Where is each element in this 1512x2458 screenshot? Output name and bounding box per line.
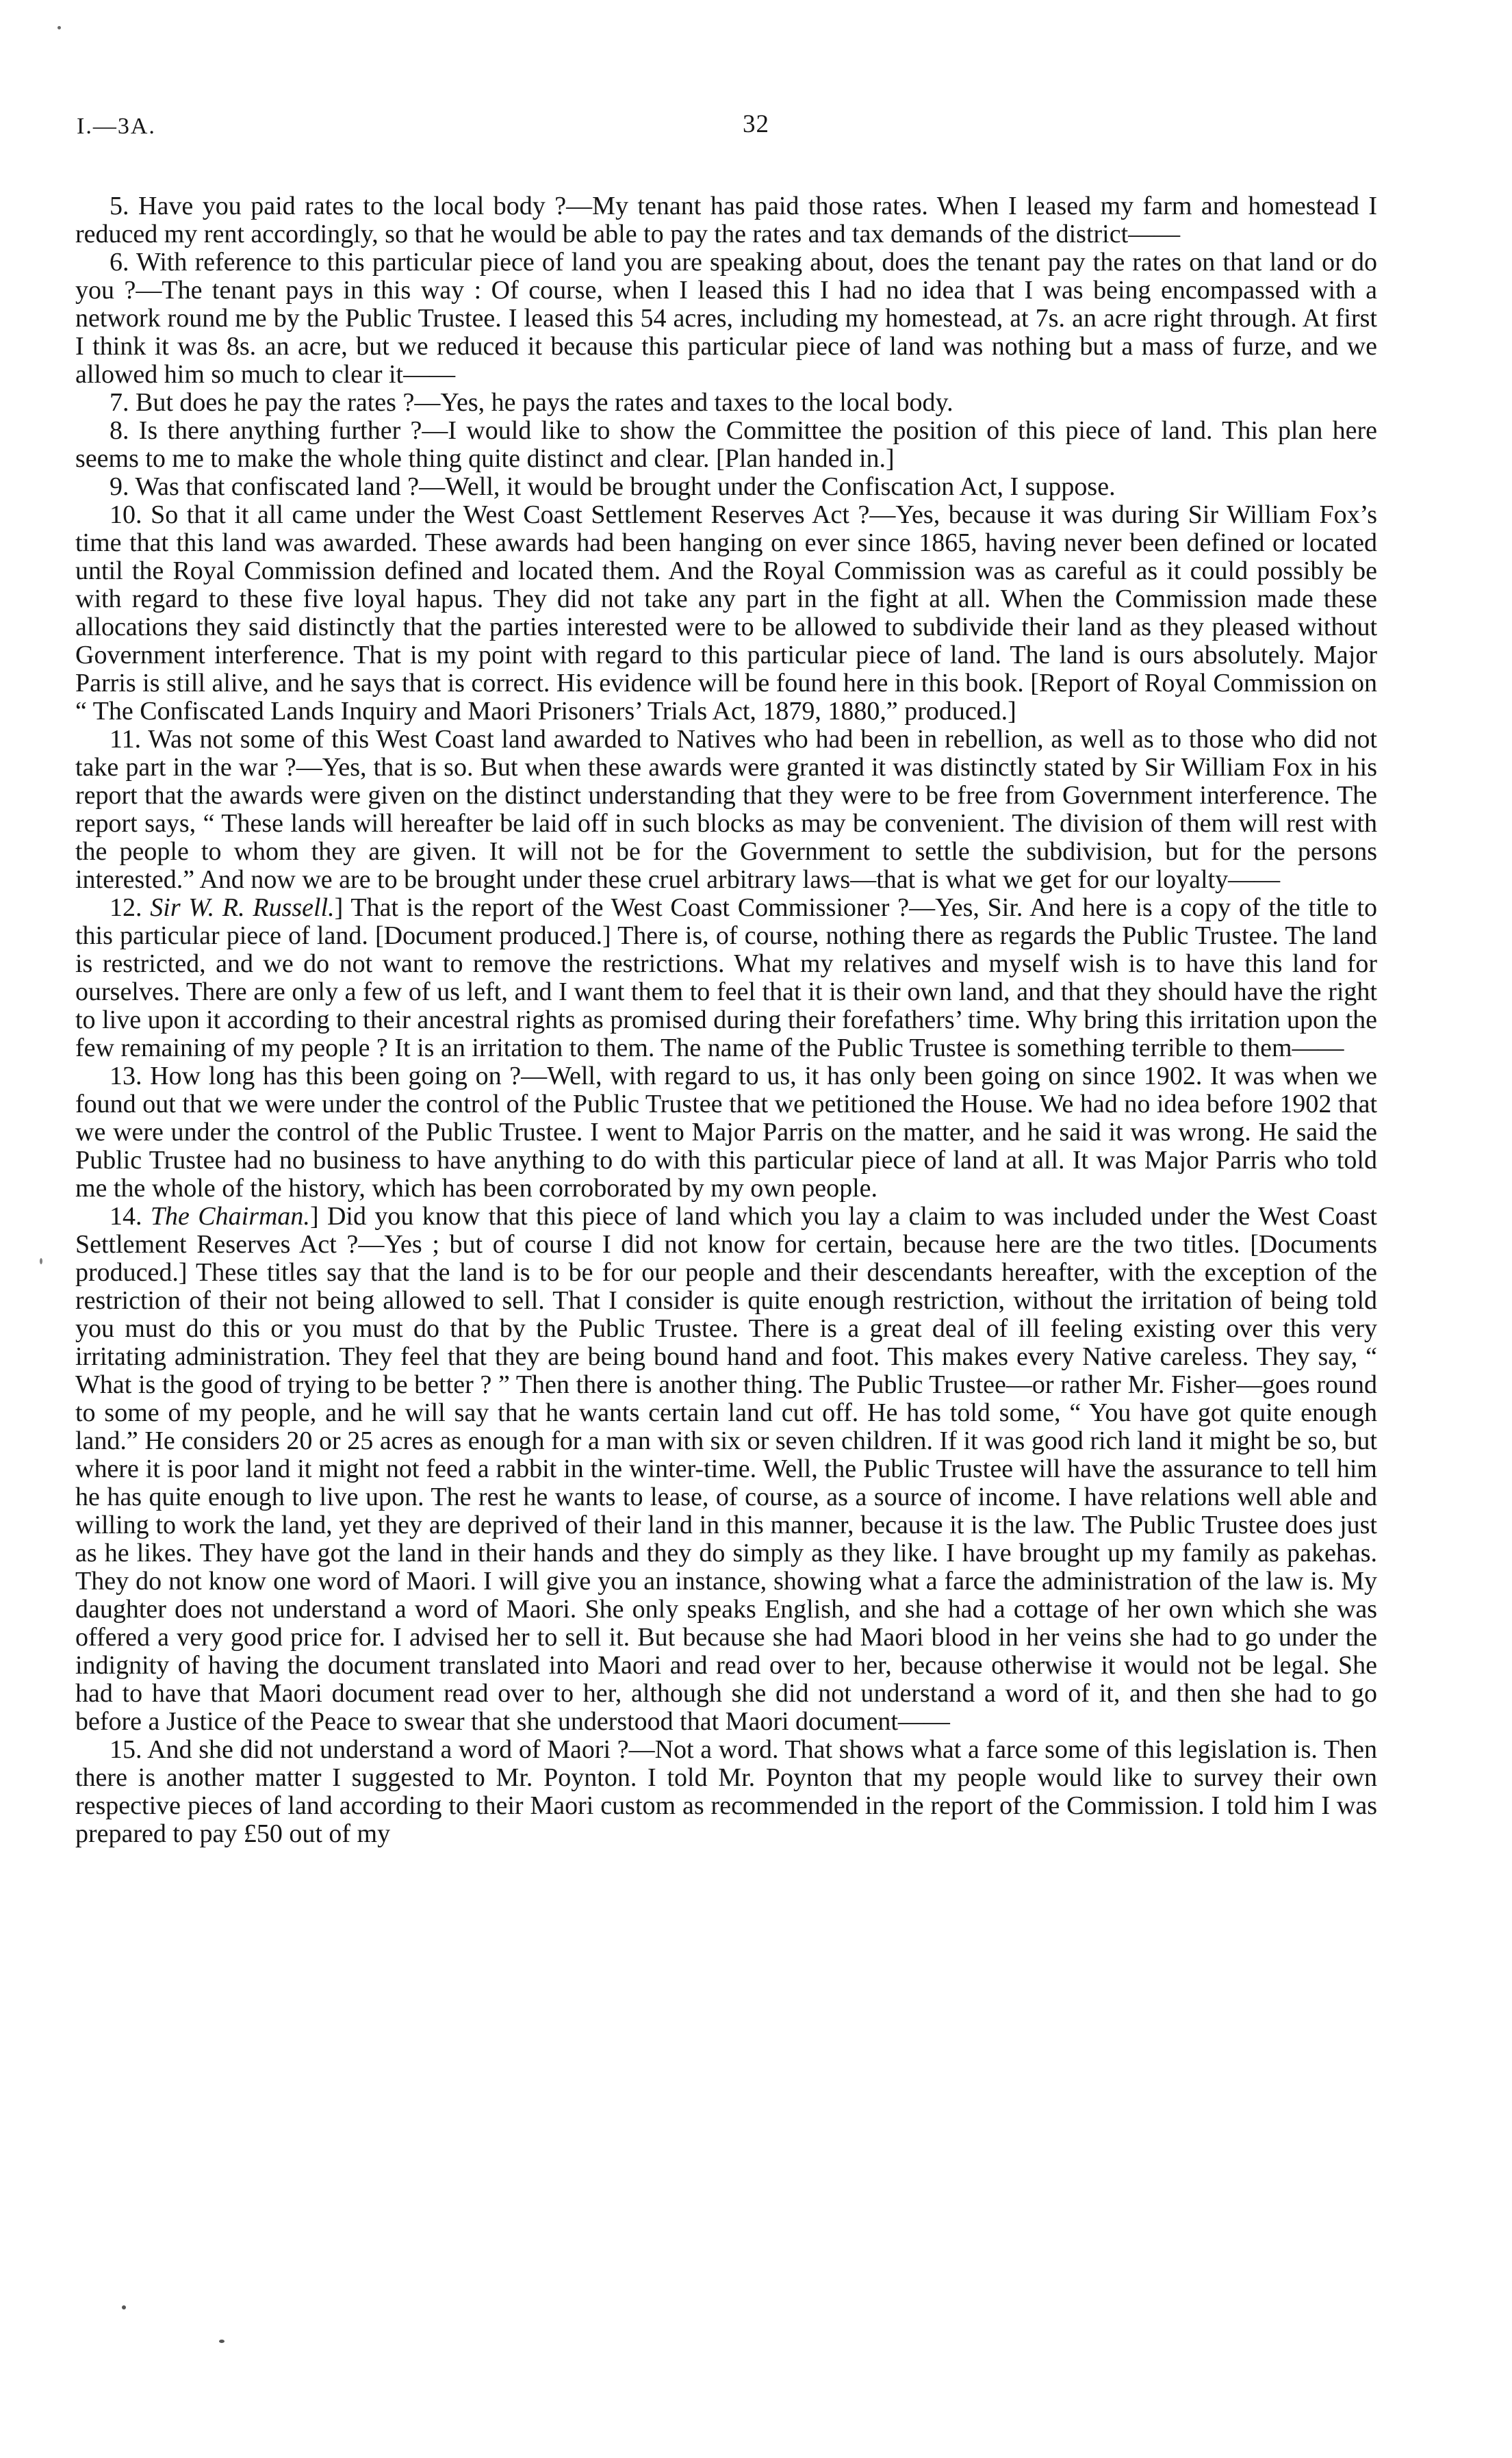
- paragraph-q11: [75, 726, 1377, 894]
- page-number: 32: [743, 110, 769, 138]
- paragraph-text: 8. Is there anything further ?—I would like to show the Committee the position of this piece of land. This plan here seems to me to make the whole thing quite distinct and clear. [Plan handed in.]: [75, 416, 1377, 473]
- speaker-name: Sir W. R. Russell.: [150, 893, 335, 922]
- document-reference: I.—3A.: [77, 114, 156, 139]
- paragraph-q6: [75, 248, 1377, 389]
- paragraph-text: ] That is the report of the West Coast Commissioner ?—Yes, Sir. And here is a copy of the title to this particular piece of land. [Document produced.] There is, of course, nothing there as regards the Public Trustee. The land is restricted, and we do not want to remove the restrictions. What my relatives and myself wish is to have this land for ourselves. There are only a few of us left, and I want them to feel that it is their own land, and that they should have the right to live upon it according to their ancestral rights as promised during their forefathers’ time. Why bring this irritation upon the few remaining of my people ? It is an irritation to them. The name of the Public Trustee is something terrible to them——: [75, 893, 1378, 1062]
- scan-artifact: [219, 2340, 225, 2343]
- paragraph-text: 9. Was that confiscated land ?—Well, it would be brought under the Confiscation Act, I suppose.: [110, 472, 1116, 501]
- paragraph-q7: [75, 389, 1377, 417]
- paragraph-text: 6. With reference to this particular piece of land you are speaking about, does the tenant pay the rates on that land or do you ?—The tenant pays in this way : Of course, when I leased this I had no idea that I was being encompassed with a network round me by the Public Trustee. I leased this 54 acres, including my homestead, at 7s. an acre right through. At first I think it was 8s. an acre, but we reduced it because this particular piece of land was nothing but a mass of furze, and we allowed him so much to clear it——: [75, 248, 1377, 389]
- paragraph-text: 7. But does he pay the rates ?—Yes, he pays the rates and taxes to the local body.: [110, 388, 953, 417]
- paragraph-text: 11. Was not some of this West Coast land awarded to Natives who had been in rebellion, as well as to those who did not take part in the war ?—Yes, that is so. But when these awards were granted it was distinctly stated by Sir William Fox in his report that the awards were given on the distinct understanding that they were to be free from Government interference. The report says, “ These lands will hereafter be laid off in such blocks as may be convenient. The division of them will rest with the people to whom they are given. It will not be for the Government to settle the subdivision, but for the persons interested.” And now we are to be brought under these cruel arbitrary laws—that is what we get for our loyalty——: [75, 725, 1377, 894]
- scan-artifact: [122, 2305, 126, 2309]
- paragraph-q9: [75, 473, 1377, 501]
- paragraph-text: 10. So that it all came under the West Coast Settlement Reserves Act ?—Yes, because it was during Sir William Fox’s time that this land was awarded. These awards had been hanging on ever since 1865, having never been defined or located until the Royal Commission defined and located them. And the Royal Commission was as careful as it could possibly be with regard to these five loyal hapus. They did not take any part in the fight at all. When the Commission made these allocations they said distinctly that the parties interested were to be allowed to subdivide their land as they pleased without Government interference. That is my point with regard to this particular piece of land. The land is ours absolutely. Major Parris is still alive, and he says that is correct. His evidence will be found here in this book. [Report of Royal Commission on “ The Confiscated Lands Inquiry and Maori Prisoners’ Trials Act, 1879, 1880,” produced.]: [75, 500, 1377, 726]
- paragraph-number: 14.: [110, 1202, 151, 1231]
- paragraph-text: 13. How long has this been going on ?—Well, with regard to us, it has only been going on since 1902. It was when we found out that we were under the control of the Public Trustee that we petitioned the House. We had no idea before 1902 that we were under the control of the Public Trustee. I went to Major Parris on the matter, and he said it was wrong. He said the Public Trustee had no business to have anything to do with this particular piece of land at all. It was Major Parris who told me the whole of the history, which has been corroborated by my own people.: [75, 1062, 1377, 1203]
- paragraph-q8: [75, 417, 1377, 473]
- paragraph-q15: [75, 1736, 1377, 1848]
- paragraph-text: 15. And she did not understand a word of Maori ?—Not a word. That shows what a farce some of this legislation is. Then there is another matter I suggested to Mr. Poynton. I told Mr. Poynton that my people would like to survey their own respective pieces of land according to their Maori custom as recommended in the report of the Commission. I told him I was prepared to pay £50 out of my: [75, 1735, 1377, 1848]
- speaker-name: The Chairman.: [150, 1202, 310, 1231]
- paragraph-q13: [75, 1062, 1377, 1203]
- paragraph-text: ] Did you know that this piece of land which you lay a claim to was included under the West Coast Settlement Reserves Act ?—Yes ; but of course I did not know for certain, because here are the two titles. [Documents produced.] These titles say that the land is to be for our people and their descendants hereafter, with the exception of the restriction of their not being allowed to sell. That I consider is quite enough restriction, without the irritation of being told you must do this or you must do that by the Public Trustee. There is a great deal of ill feeling existing over this very irritating administration. They feel that they are being bound hand and foot. This makes every Native careless. They say, “ What is the good of trying to be better ? ” Then there is another thing. The Public Trustee—or rather Mr. Fisher—goes round to some of my people, and he will say that he wants certain land cut off. He has told some, “ You have got quite enough land.” He considers 20 or 25 acres as enough for a man with six or seven children. If it was good rich land it might be so, but where it is poor land it might not feed a rabbit in the winter-time. Well, the Public Trustee will have the assurance to tell him he has quite enough to live upon. The rest he wants to lease, of course, as a source of income. I have relations well able and willing to work the land, yet they are deprived of their land in this manner, because it is the law. The Public Trustee does just as he likes. They have got the land in their hands and they do simply as they like. I have brought up my family as pakehas. They do not know one word of Maori. I will give you an instance, showing what a farce the administration of the law is. My daughter does not understand a word of Maori. She only speaks English, and she had a cottage of her own which she was offered a very good price for. I advised her to sell it. But because she had Maori blood in her veins she had to go under the indignity of having the document translated into Maori and read over to her, because otherwise it would not be legal. She had to have that Maori document read over to her, although she did not understand a word of it, and then she had to go before a Justice of the Peace to swear that she understood that Maori document——: [75, 1202, 1377, 1736]
- testimony-text: [75, 192, 1377, 1848]
- paragraph-number: 12.: [110, 893, 151, 922]
- scan-artifact: [57, 26, 61, 29]
- scan-artifact: [40, 1258, 42, 1264]
- paragraph-q12: [75, 894, 1377, 1062]
- paragraph-text: 5. Have you paid rates to the local body ?—My tenant has paid those rates. When I leased my farm and homestead I reduced my rent accordingly, so that he would be able to pay the rates and tax demands of the district——: [75, 192, 1377, 248]
- paragraph-q5: [75, 192, 1377, 248]
- paragraph-q14: [75, 1203, 1377, 1736]
- paragraph-q10: [75, 501, 1377, 726]
